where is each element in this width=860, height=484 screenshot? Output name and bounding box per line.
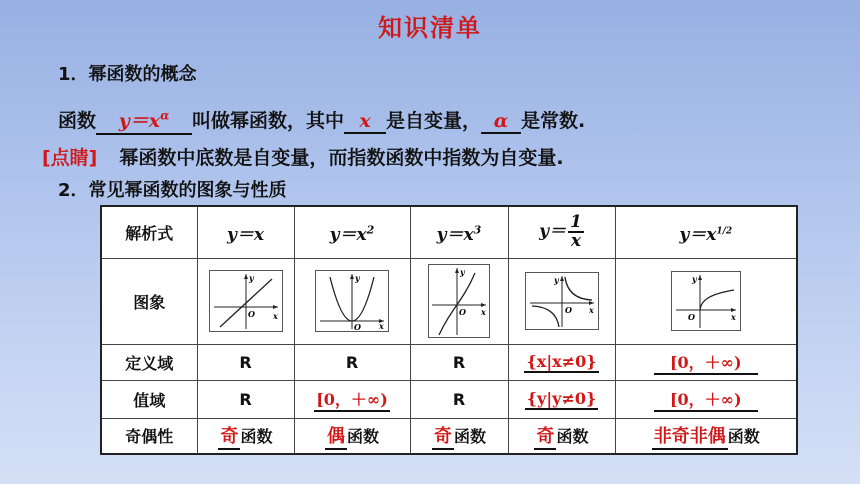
domain-cell: [0，＋∞)	[615, 344, 797, 380]
formula-x2: $y=x^2$	[294, 206, 410, 258]
row-header-range: 值域	[101, 380, 197, 418]
constant-text: 是常数.	[521, 110, 586, 132]
variable-blank: x	[344, 110, 386, 134]
definition-middle: 叫做幂函数，其中	[192, 110, 345, 132]
definition-line	[58, 106, 585, 135]
section-2-heading: 2．常见幂函数的图象与性质	[58, 180, 287, 201]
graph-y-equals-reciprocal	[525, 272, 599, 330]
row-header-graph: 图象	[101, 258, 197, 344]
svg-text:y: y	[553, 275, 559, 285]
row-header-domain: 定义域	[101, 344, 197, 380]
range-cell: [0，＋∞)	[294, 380, 410, 418]
section-1-heading: 1．幂函数的概念	[58, 64, 197, 85]
formula-sqrt: $y=x^{1/2}$	[615, 206, 797, 258]
svg-text:x: x	[481, 307, 486, 317]
svg-text:O: O	[459, 307, 466, 317]
svg-text:x: x	[379, 321, 384, 331]
row-formula	[101, 206, 797, 258]
parity-cell: 非奇非偶 函数	[615, 418, 797, 454]
svg-text:O: O	[247, 309, 255, 319]
row-parity	[101, 418, 797, 454]
row-range	[101, 380, 797, 418]
row-graph	[101, 258, 797, 344]
formula-x3: $y=x^3$	[410, 206, 508, 258]
definition-prefix: 函数	[58, 110, 97, 132]
formula-reciprocal: y＝ $\frac{1}{x}$	[508, 206, 615, 258]
graph-y-equals-sqrt	[671, 271, 741, 331]
range-cell: [0，＋∞)	[615, 380, 797, 418]
svg-text:y: y	[691, 274, 697, 284]
domain-cell: {x|x≠0}	[508, 344, 615, 380]
formula-blank: $y=x^\alpha$	[96, 106, 192, 135]
svg-text:x: x	[730, 312, 736, 322]
graph-y-equals-x-squared	[315, 270, 389, 332]
svg-text:y: y	[460, 267, 465, 277]
parity-cell: 奇 函数	[410, 418, 508, 454]
domain-cell: R	[410, 344, 508, 380]
graph-y-equals-x	[209, 270, 283, 332]
row-domain	[101, 344, 797, 380]
tip-tag: [点睛]	[42, 147, 98, 169]
constant-blank: α	[481, 110, 521, 134]
svg-text:O: O	[354, 322, 361, 332]
domain-cell: R	[294, 344, 410, 380]
parity-cell: 奇 函数	[508, 418, 615, 454]
range-cell: R	[197, 380, 294, 418]
svg-text:y: y	[248, 273, 254, 283]
power-function-table	[100, 205, 798, 455]
tip-line	[42, 143, 564, 170]
svg-text:x: x	[272, 311, 278, 321]
tip-text: 幂函数中底数是自变量，而指数函数中指数为自变量.	[119, 147, 564, 169]
row-header-formula: 解析式	[101, 206, 197, 258]
svg-text:y: y	[355, 273, 360, 283]
parity-cell: 偶 函数	[294, 418, 410, 454]
graph-y-equals-x-cubed	[428, 264, 490, 338]
domain-cell: R	[197, 344, 294, 380]
formula-x: y＝x	[197, 206, 294, 258]
parity-cell: 奇 函数	[197, 418, 294, 454]
page-title: 知识清单	[378, 14, 482, 42]
range-cell: {y|y≠0}	[508, 380, 615, 418]
row-header-parity: 奇偶性	[101, 418, 197, 454]
svg-text:O: O	[564, 305, 572, 315]
range-cell: R	[410, 380, 508, 418]
variable-text: 是自变量，	[386, 110, 482, 132]
svg-text:O: O	[687, 312, 695, 322]
svg-text:x: x	[588, 305, 594, 315]
